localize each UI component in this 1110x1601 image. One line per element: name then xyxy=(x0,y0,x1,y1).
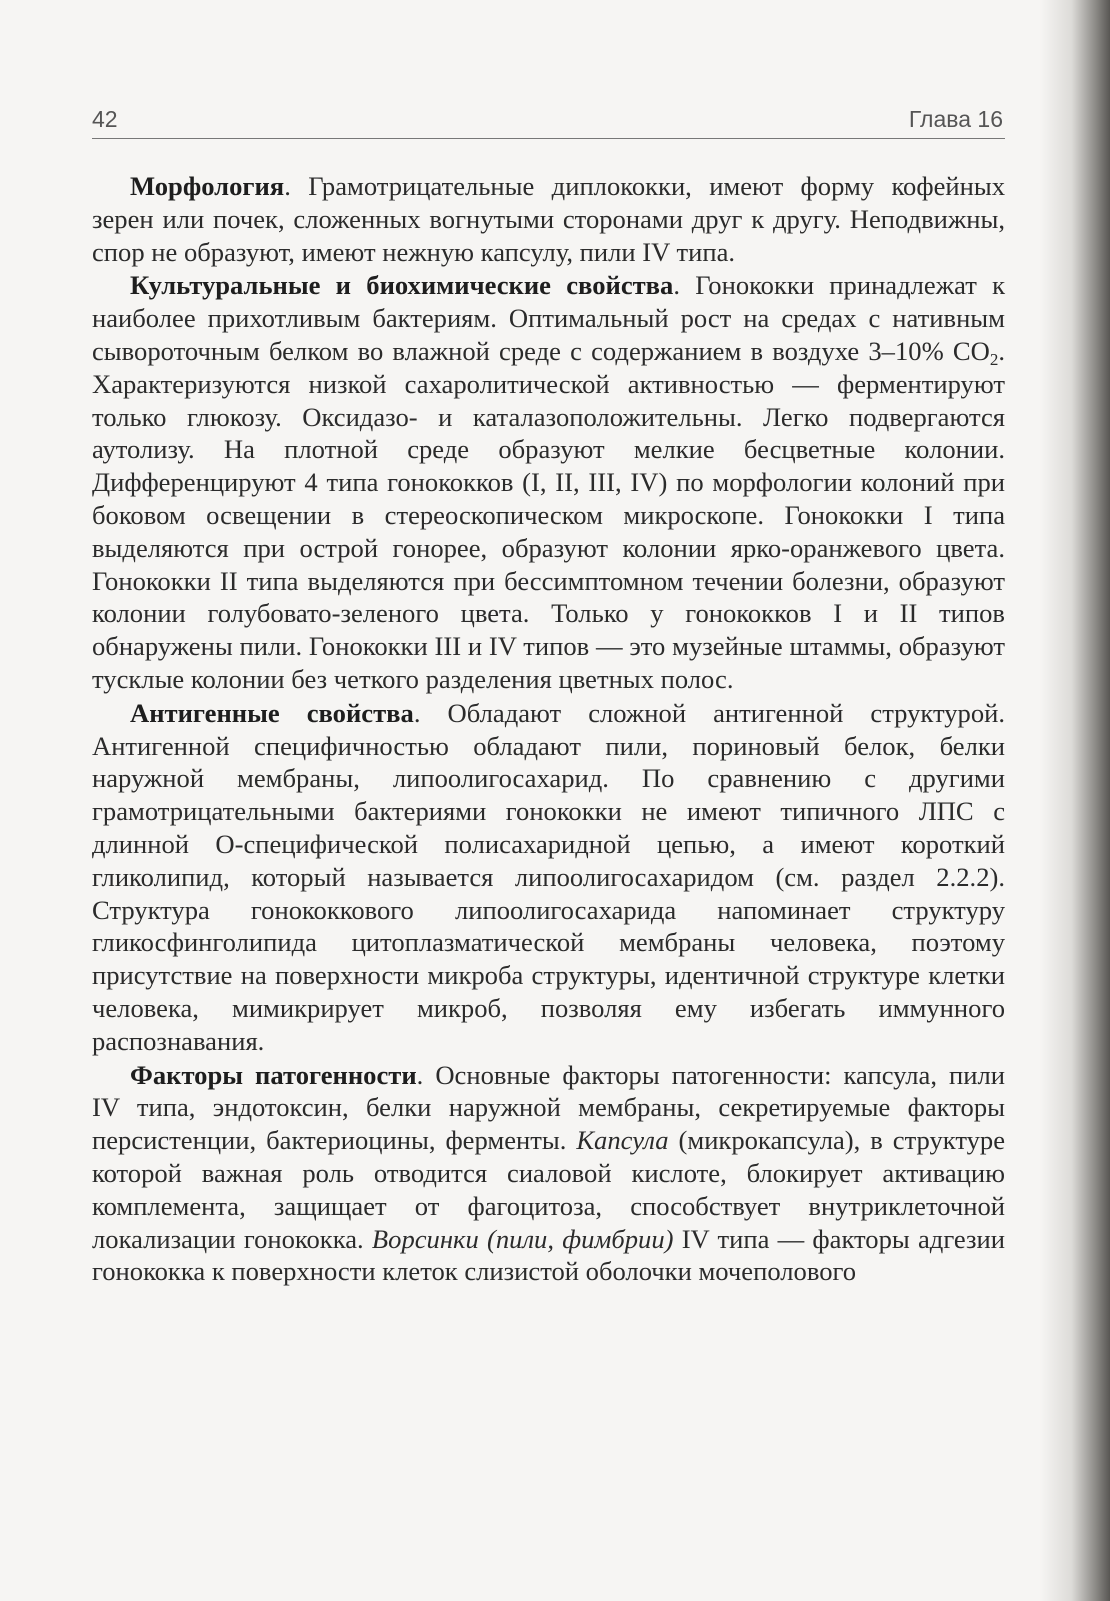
paragraph-pathogenicity xyxy=(92,1059,1005,1289)
term-pathogenicity: Факторы патогенности xyxy=(130,1059,417,1090)
paragraph-cultural xyxy=(92,269,1005,695)
paragraph-morphology xyxy=(92,170,1005,268)
running-head xyxy=(92,104,1005,139)
paragraph-pathogenicity-text-1: . Основные факторы патогенности: капсула, пили IV типа, эндотоксин, белки наружной мембраны, секретируемые факторы персистенции, бактериоцины, ферменты. xyxy=(92,1059,1005,1156)
paragraph-cultural-text-2: . Характеризуются низкой сахаролитической активностью — ферментируют только глюкозу. Оксидазо- и каталазоположительны. Легко подвергаются аутолизу. На плотной среде образуют мелкие бесцветные колонии. Дифференцируют 4 типа гонококков (I, II, III, IV) по морфологии колоний при боковом освещении в стереоскопическом микроскопе. Гонококки I типа выделяются при острой гонорее, образуют колонии ярко-оранжевого цвета. Гонококки II типа выделяются при бессимптомном течении болезни, образуют колонии голубовато-зеленого цвета. Только у гонококков I и II типов обнаружены пили. Гонококки III и IV типов — это музейные штаммы, образуют тусклые колонии без четкого разделения цветных полос. xyxy=(92,335,1005,694)
co2-subscript: 2 xyxy=(989,349,999,369)
paragraph-pathogenicity-text-2: (микрокапсула), в структуре которой важная роль отводится сиаловой кислоте, блокирует активацию комплемента, защищает от фагоцитоза, способствует внутриклеточной локализации гонококка. xyxy=(92,1125,1006,1254)
chapter-title: Глава 16 xyxy=(908,106,1003,132)
binding-shadow xyxy=(1040,0,1110,1601)
body-text xyxy=(92,170,1005,1288)
term-morphology: Морфология xyxy=(130,171,285,201)
paragraph-antigenic xyxy=(92,697,1005,1058)
term-antigenic: Антигенные свойства xyxy=(130,697,414,728)
paragraph-morphology-text: . Грамотрицательные диплококки, имеют форму кофейных зерен или почек, сложенных вогнутыми сторонами друг к другу. Неподвижны, спор не образуют, имеют нежную капсулу, пили IV типа. xyxy=(92,171,1005,267)
italic-capsule: Капсула xyxy=(576,1125,669,1156)
paragraph-cultural-text-1: . Гонококки принадлежат к наиболее прихотливым бактериям. Оптимальный рост на средах с нативным сывороточным белком во влажной среде с содержанием в воздухе 3–10% СО xyxy=(92,270,1005,366)
page-number: 42 xyxy=(92,106,118,132)
term-cultural: Культуральные и биохимические свойства xyxy=(130,270,674,301)
italic-pili: Ворсинки (пили, фимбрии) xyxy=(371,1223,674,1254)
paragraph-antigenic-text: . Обладают сложной антигенной структурой. Антигенной специфичностью обладают пили, пориновый белок, белки наружной мембраны, липоолигосахарид. По сравнению с другими грамотрицательными бактериями гонококки не имеют типичного ЛПС с длинной О-специфической полисахаридной цепью, а имеют короткий гликолипид, который называется липоолигосахаридом (см. раздел 2.2.2). Структура гонококкового липоолигосахарида напоминает структуру гликосфинголипида цитоплазматической мембраны человека, поэтому присутствие на поверхности микроба структуры, идентичной структуре клетки человека, мимикрирует микроб, позволяя ему избегать иммунного распознавания. xyxy=(92,697,1005,1056)
paragraph-pathogenicity-text-3: IV типа — факторы адгезии гонококка к поверхности клеток слизистой оболочки мочеполового xyxy=(92,1223,1005,1287)
